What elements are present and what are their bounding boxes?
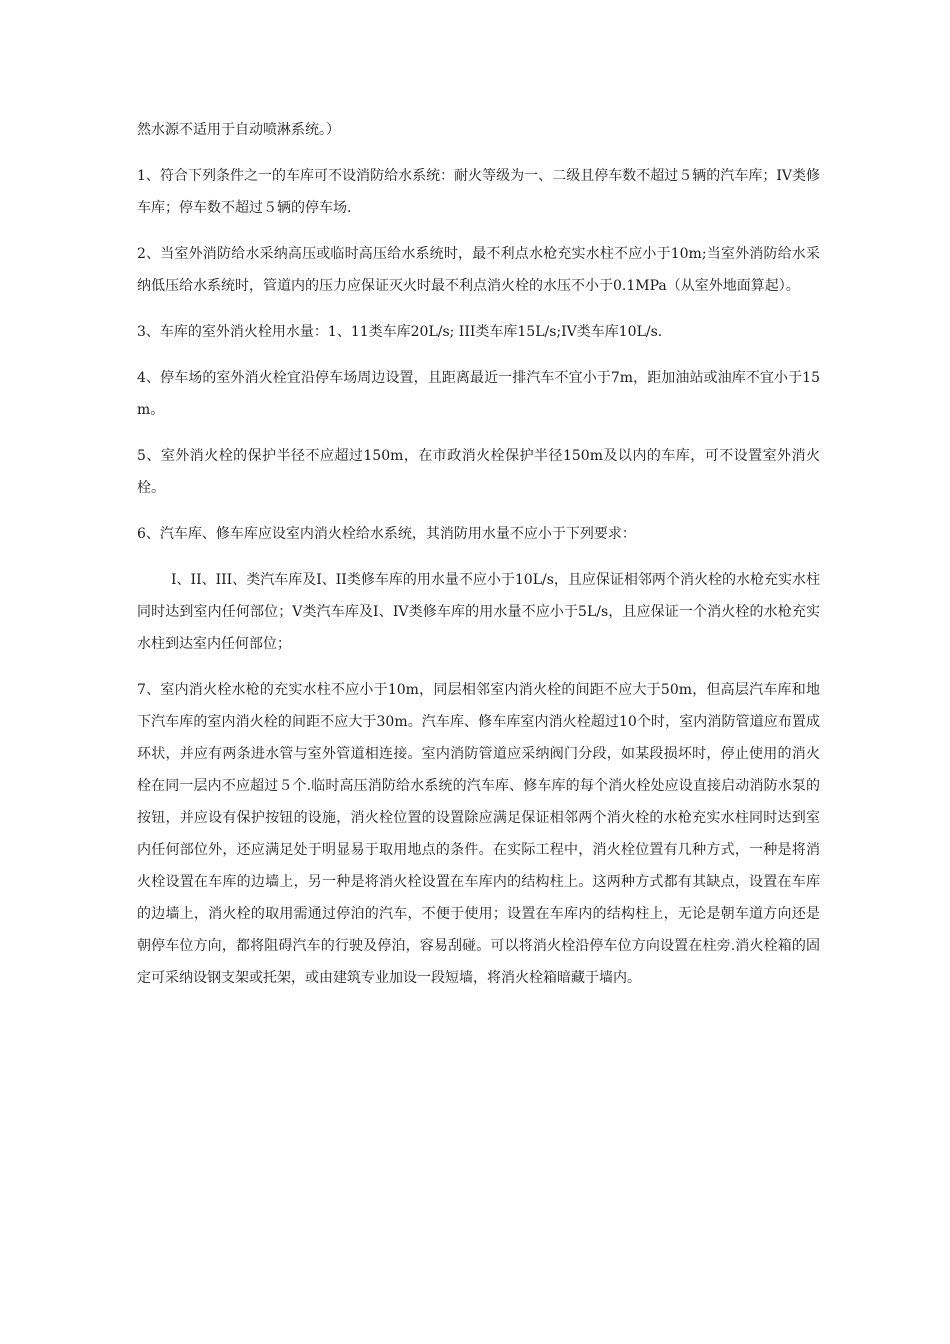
paragraph-item-2: 2、当室外消防给水采纳高压或临时高压给水系统时，最不利点水枪充实水柱不应小于10m;当室外消防给水采纳低压给水系统时，管道内的压力应保证灭火时最不利点消火栓的水压不小于0.1MPa（从室外地面算起）。 bbox=[137, 246, 820, 294]
paragraph-item-6-detail: I、II、III、类汽车库及I、II类修车库的用水量不应小于10L/s，且应保证相邻两个消火栓的水枪充实水柱同时达到室内任何部位；V类汽车库及I、IV类修车库的用水量不应小于5L/s，且应保证一个消火栓的水枪充实水柱到达室内任何部位； bbox=[137, 572, 820, 652]
paragraph-continuation: 然水源不适用于自动喷淋系统。） bbox=[137, 122, 340, 138]
paragraph-item-5: 5、室外消火栓的保护半径不应超过150m，在市政消火栓保护半径150m及以内的车库，可不设置室外消火栓。 bbox=[137, 448, 820, 496]
paragraph-item-4: 4、停车场的室外消火栓宜沿停车场周边设置，且距离最近一排汽车不宜小于7m，距加油站或油库不宜小于15m。 bbox=[137, 370, 820, 418]
document-body bbox=[137, 114, 820, 1008]
paragraph-item-1: 1、符合下列条件之一的车库可不设消防给水系统：耐火等级为一、二级且停车数不超过５辆的汽车库；IV类修车库；停车数不超过５辆的停车场. bbox=[137, 168, 820, 216]
paragraph-item-3: 3、车库的室外消火栓用水量：1、11类车库20L/s; III类车库15L/s;IV类车库10L/s. bbox=[137, 324, 663, 340]
paragraph-item-7: 7、室内消火栓水枪的充实水柱不应小于10m，同层相邻室内消火栓的间距不应大于50m，但高层汽车库和地下汽车库的室内消火栓的间距不应大于30m。汽车库、修车库室内消火栓超过10个时，室内消防管道应布置成环状，并应有两条进水管与室外管道相连接。室内消防管道应采纳阀门分段，如某段损坏时，停止使用的消火栓在同一层内不应超过５个.临时高压消防给水系统的汽车库、修车库的每个消火栓处应设直接启动消防水泵的按钮，并应设有保护按钮的设施，消火栓位置的设置除应满足保证相邻两个消火栓的水枪充实水柱同时达到室内任何部位外，还应满足处于明显易于取用地点的条件。在实际工程中，消火栓位置有几种方式，一种是将消火栓设置在车库的边墙上，另一种是将消火栓设置在车库内的结构柱上。这两种方式都有其缺点，设置在车库的边墙上，消火栓的取用需通过停泊的汽车，不便于使用；设置在车库内的结构柱上，无论是朝车道方向还是朝停车位方向，都将阻碍汽车的行驶及停泊，容易刮碰。可以将消火栓沿停车位方向设置在柱旁.消火栓箱的固定可采纳设钢支架或托架，或由建筑专业加设一段短墙，将消火栓箱暗藏于墙内。 bbox=[137, 682, 820, 986]
paragraph-item-6: 6、汽车库、修车库应设室内消火栓给水系统，其消防用水量不应小于下列要求： bbox=[137, 526, 636, 542]
